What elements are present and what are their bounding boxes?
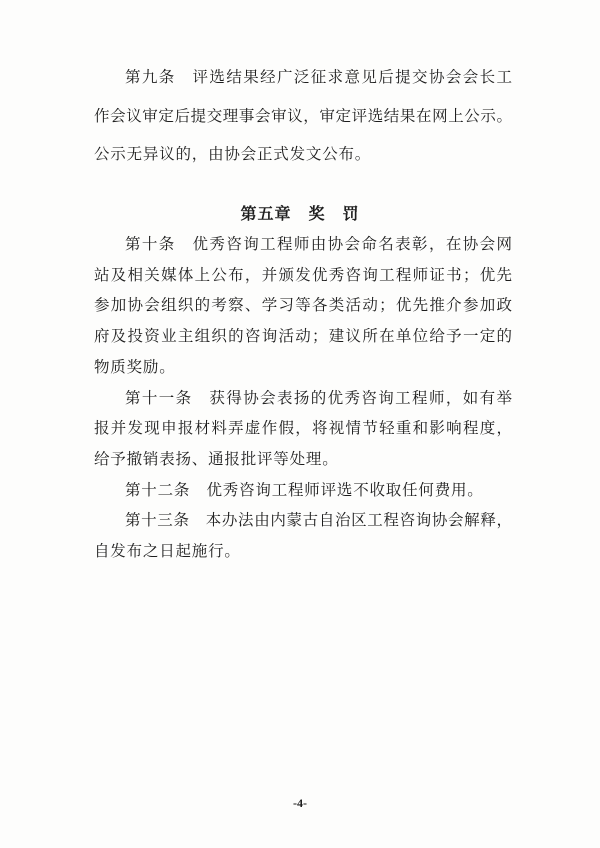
article-11-paragraph: [94, 384, 512, 476]
chapter-5-body: [94, 230, 512, 568]
text-line: 第十三条 本办法由内蒙古自治区工程咨询协会解释，: [125, 512, 512, 530]
text-line: 站及相关媒体上公布，并颁发优秀咨询工程师证书；优先: [94, 266, 512, 284]
text-line: 第十一条 获得协会表扬的优秀咨询工程师，如有举: [125, 389, 512, 407]
text-line: 第十条 优秀咨询工程师由协会命名表彰，在协会网: [125, 236, 512, 253]
text-line: 第九条 评选结果经广泛征求意见后提交协会会长工: [125, 69, 512, 86]
text-line: 自发布之日起施行。: [94, 543, 241, 561]
text-line: 报并发现申报材料弄虚作假，将视情节轻重和影响程度，: [94, 420, 512, 438]
article-10-paragraph: [94, 230, 512, 384]
page-number: -4-: [293, 796, 307, 810]
text-line: 公示无异议的，由协会正式发文公布。: [94, 146, 372, 163]
article-13-paragraph: [94, 506, 512, 567]
text-line: 给予撤销表扬、通报批评等处理。: [94, 450, 339, 468]
text-line: 第十二条 优秀咨询工程师评选不收取任何费用。: [125, 481, 484, 499]
text-line: 参加协会组织的考察、学习等各类活动；优先推介参加政: [94, 297, 512, 315]
text-line: 府及投资业主组织的咨询活动；建议所在单位给予一定的: [94, 328, 512, 346]
text-line: 物质奖励。: [94, 358, 176, 376]
text-line: 作会议审定后提交理事会审议，审定评选结果在网上公示。: [94, 107, 512, 125]
article-12-paragraph: [94, 476, 512, 507]
article-9-paragraph: [94, 59, 512, 175]
chapter-heading: 第五章 奖 罚: [240, 206, 360, 223]
